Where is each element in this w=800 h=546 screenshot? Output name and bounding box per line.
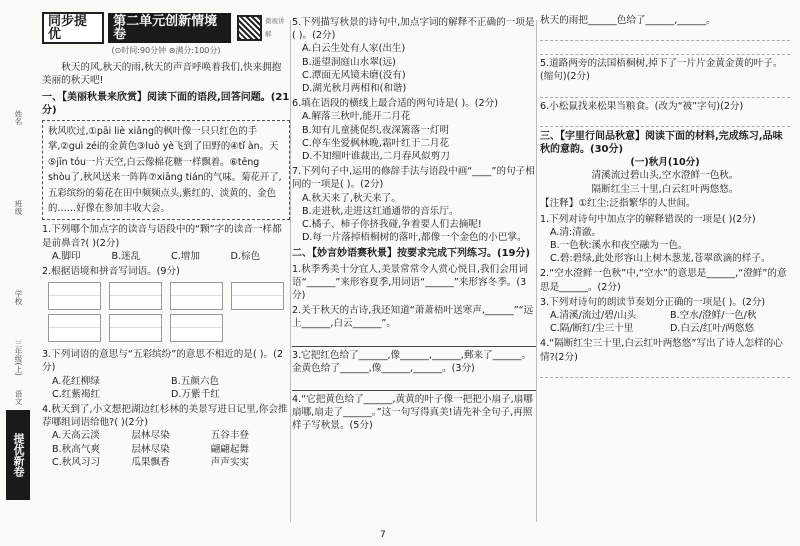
answer-cell[interactable] [48, 282, 101, 310]
q3-options [42, 375, 290, 401]
option[interactable]: A.白云生处有人家(出生) [302, 43, 406, 55]
exam-meta: (⊙时间:90分钟 ⊛满分:100分) [111, 46, 221, 55]
option[interactable]: A.解落三秋叶,能开二月花 [302, 111, 411, 123]
option-word: 层林尽染 [131, 430, 170, 442]
option[interactable]: B.遥望洞庭山水翠(远) [302, 56, 396, 68]
poem-question-4: 4.“隔断红尘三十里,白云红叶两悠悠”写出了诗人怎样的心情?(2分) [540, 338, 783, 363]
column-divider [290, 20, 291, 522]
question-6-passive: 6.小松鼠找来松果当粮食。(改为“被”字句)(2分) [540, 100, 744, 112]
question-3: 3.下列词语的意思与“五彩缤纷”的意思不相近的是( )。(2分) [42, 349, 283, 374]
poem-question-1: 1.下列对诗句中加点字的解释错误的一项是( )(2分) [540, 213, 756, 225]
answer-cell[interactable] [170, 282, 223, 310]
column-divider [536, 20, 537, 522]
answer-line[interactable] [292, 331, 536, 347]
column-2 [292, 14, 536, 433]
answer-cell[interactable] [170, 314, 223, 342]
answer-line[interactable] [540, 364, 790, 378]
option[interactable]: A.天高云淡 [52, 430, 100, 442]
question-2: 2.根据语境和拼音写词语。(9分) [42, 266, 180, 278]
qr-code-icon[interactable] [237, 15, 262, 41]
section-1-title: 一、【美丽秋景来欣赏】阅读下面的语段,回答问题。(21分) [42, 91, 290, 116]
option-word: 瓜果飘香 [131, 456, 170, 468]
option[interactable]: A.秋天来了,秋天来了。 [302, 192, 401, 204]
option[interactable]: B.空水/澄鲜/一色/秋 [670, 310, 757, 322]
option-word: 五谷丰登 [210, 430, 250, 442]
sub-question-2: 2.关于秋天的古诗,我还知道“萧萧梧叶送寒声,______”“远上______,白云______”。 [292, 305, 534, 330]
question-1: 1.下列哪个加点字的读音与语段中的“颗”字的读音一样都是前鼻音?( )(2分) [42, 224, 282, 249]
label-grade: 三年级(上) [14, 340, 23, 376]
poem-title: (一)秋月(10分) [630, 157, 700, 169]
answer-line[interactable] [540, 113, 790, 127]
option[interactable]: A.清:清澈。 [550, 226, 602, 238]
q4-options [42, 429, 290, 469]
label-name: 姓名 [14, 110, 23, 125]
option[interactable]: C.碧:碧绿,此处形容山上树木葱茏,苍翠欲滴的样子。 [550, 253, 771, 265]
q5-options [292, 42, 536, 95]
q7-options [292, 192, 536, 245]
question-5-shorten: 5.道路两旁的法国梧桐树,掉下了一片片金黄金黄的叶子。(缩句)(2分) [540, 58, 783, 83]
poem-line: 清溪流过碧山头,空水澄鲜一色秋。 [591, 170, 739, 182]
option[interactable]: D.棕色 [230, 250, 261, 262]
option[interactable]: A.花红柳绿 [52, 375, 100, 387]
option[interactable]: D.湖光秋月两相和(和谐) [302, 83, 407, 95]
option[interactable]: B.知有儿童挑促织,夜深篱落一灯明 [302, 124, 449, 136]
section-3-title: 三、【字里行间品秋意】阅读下面的材料,完成练习,品味秋的意韵。(30分) [540, 130, 783, 156]
answer-cell[interactable] [109, 314, 162, 342]
option[interactable]: D.不知细叶谁裁出,二月春风似剪刀 [302, 151, 450, 163]
option-word: 声声实实 [210, 456, 250, 468]
option[interactable]: D.每一片落掉梧桐树的落叶,都像一个金色的小巴掌。 [302, 232, 527, 244]
option[interactable]: A.清溪/流过/碧/山头 [550, 310, 637, 322]
question-4: 4.秋天到了,小文想把湖边红杉林的美景写进日记里,你会推荐哪组词语给他?( )(2分) [42, 404, 288, 429]
section-2-title: 二、【妙言妙语赛秋景】按要求完成下列练习。(19分) [292, 248, 531, 260]
column-3 [540, 14, 790, 378]
q6-options [292, 110, 536, 163]
option-word: 层林尽染 [131, 443, 170, 455]
option[interactable]: C.增加 [171, 250, 200, 262]
poem-line: 隔断红尘三十里,白云红叶两悠悠。 [591, 184, 739, 196]
column-1 [42, 14, 290, 469]
option[interactable]: C.隔/断红/尘三十里 [550, 323, 634, 335]
poem-question-2: 2.“空水澄鲜一色秋”中,“空水”的意思是______,“澄鲜”的意思是______。(2分) [540, 268, 787, 293]
option[interactable]: B.五颜六色 [171, 375, 220, 387]
page-number: 7 [380, 530, 386, 540]
option[interactable]: B.迷乱 [111, 250, 141, 262]
option[interactable]: B.走进秋,走进这红通通带的音乐厅。 [302, 205, 459, 217]
writing-grid [42, 278, 290, 346]
option[interactable]: C.潭面无风镜未磨(没有) [302, 69, 406, 81]
poem-question-3: 3.下列对诗句的朗读节奏划分正确的一项是( )。(2分) [540, 296, 766, 308]
option[interactable]: D.白云/红叶/两悠悠 [670, 323, 755, 335]
answer-line[interactable] [540, 41, 790, 55]
brand-logo: 提优新卷 [6, 410, 30, 500]
label-school: 学校 [14, 290, 23, 305]
question-5: 5.下列描写秋景的诗句中,加点字词的解释不正确的一项是( )。(2分) [292, 17, 535, 42]
question-6: 6.填在语段的横线上最合适的两句诗是( )。(2分) [292, 98, 498, 110]
option[interactable]: C.停车坐爱枫林晚,霜叶红于二月花 [302, 137, 450, 149]
binding-sidebar [0, 0, 34, 546]
poem-note: 【注释】①红尘:泛指繁华的人世间。 [540, 198, 696, 210]
answer-line[interactable] [292, 375, 536, 391]
option[interactable]: D.万紫千红 [171, 388, 220, 400]
sub-question-3: 3.它把红色给了______,像______,______,郵来了______。金黄色给了______,像______,______。(3分) [292, 349, 531, 374]
intro-text: 秋天的风,秋天的雨,秋天的声音呼唤着我们,快来拥抱美丽的秋天吧! [42, 62, 282, 87]
option[interactable]: C.橘子、柿子你挤我碰,争着要人们去摘呢! [302, 219, 482, 231]
option[interactable]: A.脚印 [52, 250, 81, 262]
option[interactable]: C.秋风习习 [52, 456, 101, 468]
rewrite-sentence: 秋天的雨把______色给了______,______。 [540, 15, 716, 26]
qr-caption: 微视讲解 [264, 16, 285, 38]
sub-question-1: 1.秋季秀美十分宜人,美景常常令人赏心悦目,我们会用词语“______”来形容夏季,用词语“______”来形容冬季。(3分) [292, 263, 528, 302]
answer-line[interactable] [540, 27, 790, 41]
sub-question-4: 4.“它把黄色给了______,黄黄的叶子像一把把小扇子,扇哪扇哪,扇走了______。”这一句写得真美!请先补全句子,再照样子写秋景。(5分) [292, 394, 533, 432]
exam-title: 第二单元创新情境卷 [108, 13, 231, 43]
exam-header [42, 14, 290, 42]
label-class: 班级 [14, 200, 23, 215]
poem-text [540, 169, 790, 197]
answer-line[interactable] [540, 84, 790, 98]
p1-options [540, 226, 790, 266]
option-word: 翩翩起舞 [210, 443, 250, 455]
question-7: 7.下列句子中,运用的修辞手法与语段中画“____”的句子相同的一项是( )。(2分) [292, 166, 535, 191]
option[interactable]: B.一色秋:溪水和夜空融为一色。 [550, 240, 688, 252]
series-title: 同步提优 [42, 12, 104, 44]
q1-options [42, 250, 290, 263]
p3-options [540, 309, 790, 335]
reading-passage: 秋风吹过,①pāi liè xiǎng的枫叶像一只只红色的手掌,②guì zéi的金黄色③luò yè飞到了田野的④tǐ àn。天⑤jīn tóu一片天空,白云像棉花糖一样飘着。⑥tēng shòu了,秋风送来一阵阵⑦xiāng tián的气味。菊花开了,五彩缤纷的菊花在田中频频点头,紫红的、淡黄的、金色的……好像在参加丰收大会。 [42, 120, 290, 220]
label-subject: 语文 [14, 390, 23, 405]
option[interactable]: B.秋高气爽 [52, 443, 101, 455]
answer-cell[interactable] [48, 314, 101, 342]
answer-cell[interactable] [231, 282, 284, 310]
option[interactable]: C.红紫褐红 [52, 388, 101, 400]
answer-cell[interactable] [109, 282, 162, 310]
